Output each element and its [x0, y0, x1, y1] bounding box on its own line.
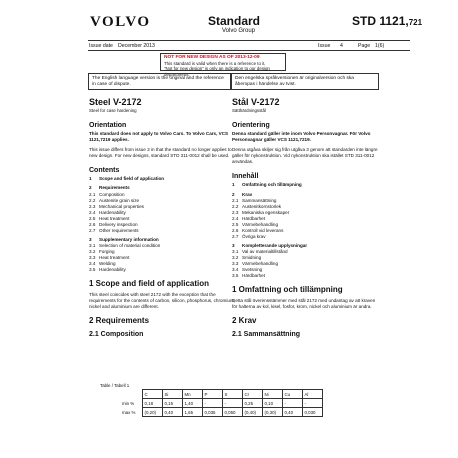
table-column-header: Al	[302, 390, 322, 399]
toc-item-label: Smidning	[242, 255, 262, 261]
table-cell: 0,030	[302, 408, 322, 417]
toc-item-label: Composition	[99, 191, 125, 197]
toc-item	[232, 273, 380, 279]
table-cell: -	[202, 399, 222, 408]
sv-subtitle: Sätthärdningsstål	[232, 107, 266, 113]
table-cell: -	[282, 399, 302, 408]
table-column-header: C	[142, 390, 162, 399]
toc-item-label: Krav	[242, 191, 253, 197]
issue-label: Issue	[318, 43, 331, 49]
table-column-header: Cr	[242, 390, 262, 399]
en-subtitle: Steel for case hardening	[89, 107, 137, 113]
header-rule-bottom	[88, 50, 410, 51]
sv-section-2-heading: 2 Krav	[232, 316, 257, 326]
toc-item-label: Kompletterande upplysningar	[242, 243, 308, 249]
toc-item-number: 1	[89, 176, 92, 182]
table-cell: (0,20)	[142, 408, 162, 417]
en-orientation-heading: Orientation	[89, 121, 127, 129]
table-row	[120, 399, 322, 408]
toc-item-label: Härdbarhet	[242, 273, 265, 279]
en-section-2-1-heading: 2.1 Composition	[89, 330, 144, 338]
en-orientation-bold: This standard does not apply to Volvo Cars. To Volvo Cars, VCS 1121,7219 applies.	[89, 130, 229, 142]
standard-title: Standard	[208, 14, 261, 28]
toc-item-label: Delivery inspection	[99, 221, 138, 227]
table-row-header	[120, 390, 142, 399]
toc-item-label: Hardenability	[99, 267, 126, 273]
toc-item-label: Supplementary information	[99, 236, 159, 242]
toc-item-label: Övriga krav	[242, 233, 266, 239]
toc-item-label: Mekaniska egenskaper	[242, 209, 290, 215]
table-cell: 0,10	[262, 399, 282, 408]
toc-item-label: Welding	[99, 261, 116, 267]
toc-item-number: 2.7	[89, 227, 96, 233]
toc-item-number: 3.3	[89, 255, 96, 261]
sv-title: Stål V-2172	[232, 97, 280, 107]
not-for-new-design-notice	[160, 53, 286, 77]
en-contents-heading: Contents	[89, 167, 120, 175]
toc-item-number: 3.2	[232, 255, 239, 261]
table-cell: -	[222, 399, 242, 408]
table-caption: Table / Tabell 1	[100, 383, 130, 388]
toc-item-number: 2.3	[89, 203, 96, 209]
table-row-header: max %	[122, 409, 136, 415]
toc-item-number: 3.5	[232, 273, 239, 279]
page-value: 1(6)	[375, 43, 385, 49]
toc-item-number: 2.3	[232, 209, 239, 215]
language-note-english: The English language version is the original and the reference in case of dispute.	[88, 73, 231, 90]
issue-date-label: Issue date	[89, 43, 113, 49]
table-row	[120, 408, 322, 417]
swedish-column	[232, 98, 380, 340]
sv-section-2-1-heading: 2.1 Sammansättning	[232, 330, 301, 338]
header-rule-top	[88, 40, 410, 41]
issue-value: 4	[340, 43, 343, 49]
en-section-1-text: This steel coincides with steel 2172 with the exception that the requirements for the contents of carbon, silicon, phosphorus, chromium, nickel and aluminium are different.	[89, 291, 236, 310]
sv-section-1-heading: 1 Omfattning och tillämpning	[232, 285, 343, 295]
toc-item-number: 2.7	[232, 233, 239, 239]
toc-item-label: Kontroll vid leverans	[242, 227, 284, 233]
toc-item-label: Härdbarhet	[242, 215, 265, 221]
sv-section-1-text: Detta stål överensstämmer med stål 2172 med undantag av att kraven för halterna av kol, kisel, fosfor, krom, nickel och aluminium är andra.	[232, 297, 376, 310]
toc-item-label: Austenite grain size	[99, 197, 140, 203]
toc-item-label: Scope and field of application	[99, 176, 165, 182]
toc-item-label: Selection of material condition	[99, 243, 161, 249]
toc-item-number: 2	[89, 185, 92, 191]
notice-heading: NOT FOR NEW DESIGN AS OF 2013-12-09	[164, 55, 260, 60]
table-column-header: Cu	[282, 390, 302, 399]
toc-item-label: Requirements	[99, 185, 130, 191]
toc-item-label: Värmebehandling	[242, 221, 279, 227]
table-cell: 0,15	[162, 399, 182, 408]
issue-date-value: December 2013	[118, 43, 155, 49]
table-header-row	[120, 390, 322, 399]
table-column-header: Ni	[262, 390, 282, 399]
table-column-header: P	[202, 390, 222, 399]
toc-item-number: 3.1	[232, 249, 239, 255]
toc-item-number: 2.2	[232, 203, 239, 209]
toc-item-label: Sammansättning	[242, 197, 277, 203]
sv-table-of-contents	[232, 182, 380, 279]
table-column-header: Mn	[182, 390, 202, 399]
toc-item-number: 3.3	[232, 261, 239, 267]
en-table-of-contents	[89, 176, 237, 273]
toc-item-number: 2.1	[89, 191, 96, 197]
toc-item-number: 2.4	[89, 209, 96, 215]
toc-item-label: Val av materialtillstånd	[242, 249, 288, 255]
sv-orientation-bold: Denna standard gäller inte inom Volvo Personvagnar. För Volvo Personvagnar gäller VCS 1121,7219.	[232, 130, 371, 142]
notice-line-2: "Not for new design" is only an indication to our design departments.	[164, 66, 270, 77]
table-cell: 0,40	[282, 408, 302, 417]
sv-orientation-text: Denna utgåva skiljer sig från utgåva 3 genom att standarden inte längre gäller för nykonstruktion. Vid nykonstruktion ska istället STD 311-0012 användas.	[232, 147, 378, 165]
toc-item-label: Värmebehandling	[242, 261, 279, 267]
table-cell: 0,25	[242, 399, 262, 408]
notice-line-1: This standard is valid when there is a reference to it.	[164, 60, 266, 66]
toc-item-label: Omfattning och tillämpning	[242, 182, 302, 188]
toc-item-label: Hardenability	[99, 209, 126, 215]
language-note-swedish: Den engelska språkversionen är originalversion och ska åberopas i händelse av tvist.	[231, 73, 379, 90]
table-cell: -	[302, 399, 322, 408]
table-column-header: S	[222, 390, 242, 399]
toc-item-label: Other requirements	[99, 227, 139, 233]
en-title: Steel V-2172	[89, 97, 142, 107]
standard-number-version: 721	[408, 18, 423, 27]
toc-item-number: 1	[232, 182, 235, 188]
sv-orientation-heading: Orientering	[232, 121, 270, 129]
standard-subtitle: Volvo Group	[222, 28, 256, 34]
toc-item-number: 3.2	[89, 249, 96, 255]
sv-contents-heading: Innehåll	[232, 173, 259, 181]
toc-item-number: 2.5	[232, 221, 239, 227]
toc-item-number: 2.6	[89, 221, 96, 227]
toc-item-number: 3.1	[89, 243, 96, 249]
table-cell: 0,035	[202, 408, 222, 417]
toc-item-number: 2.2	[89, 197, 96, 203]
toc-item-number: 2.6	[232, 227, 239, 233]
table-row-header: min %	[122, 400, 135, 406]
table-cell: 1,40	[182, 399, 202, 408]
table-cell: (0,30)	[262, 408, 282, 417]
page-label: Page	[358, 43, 371, 49]
toc-item	[89, 267, 237, 273]
en-orientation-text: This issue differs from issue 3 in that the standard no longer applies to new design. For new designs, standard STD 311-0012 shall be used.	[89, 147, 232, 159]
toc-item-label: Heat treatment	[99, 255, 130, 261]
en-section-1-heading: 1 Scope and field of application	[89, 279, 210, 289]
toc-item-number: 3.4	[89, 261, 96, 267]
english-column	[89, 98, 237, 340]
table-cell: 1,65	[182, 408, 202, 417]
en-section-2-heading: 2 Requirements	[89, 316, 150, 326]
toc-item-number: 3	[89, 236, 92, 242]
composition-table	[120, 389, 323, 417]
standard-number	[352, 14, 422, 28]
toc-item-label: Austenitkornstorlek	[242, 203, 282, 209]
table-cell: 0,050	[222, 408, 242, 417]
toc-item-number: 2.5	[89, 215, 96, 221]
toc-item-label: Svetsning	[242, 267, 263, 273]
toc-item-label: Heat treatment	[99, 215, 130, 221]
table-column-header: Si	[162, 390, 182, 399]
volvo-logo: VOLVO	[90, 14, 151, 30]
table-cell: 0,40	[162, 408, 182, 417]
toc-item-number: 2.4	[232, 215, 239, 221]
toc-item-number: 3.4	[232, 267, 239, 273]
toc-item-number: 3	[232, 243, 235, 249]
toc-item-label: Forging	[99, 249, 115, 255]
toc-item-number: 3.5	[89, 267, 96, 273]
table-cell: (0,40)	[242, 408, 262, 417]
standard-number-main: STD 1121,	[352, 14, 409, 28]
toc-item-number: 2.1	[232, 197, 239, 203]
toc-item-label: Mechanical properties	[99, 203, 144, 209]
table-cell: 0,18	[142, 399, 162, 408]
toc-item-number: 2	[232, 191, 235, 197]
